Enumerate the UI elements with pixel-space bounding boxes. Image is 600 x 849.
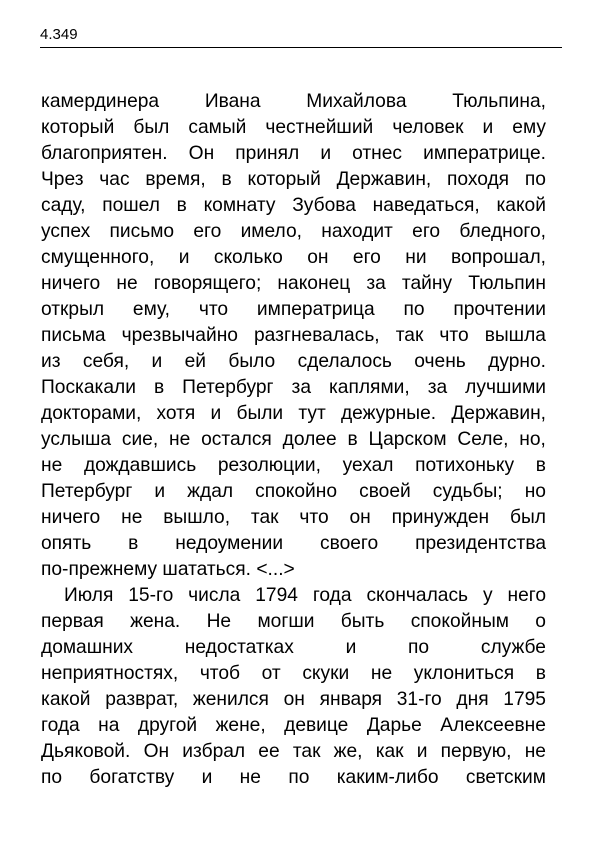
word: уклониться: [413, 663, 515, 684]
word: Петербург: [182, 377, 274, 398]
word: принужден: [391, 507, 490, 528]
text-line: [41, 531, 546, 557]
word: ничего: [41, 507, 101, 528]
word: по: [288, 767, 310, 788]
word: говорящего;: [153, 273, 262, 294]
word: недостатках: [184, 637, 294, 658]
word: были: [236, 403, 284, 424]
word: так: [250, 507, 279, 528]
word: 31-го: [396, 689, 442, 710]
word: Тюльпина,: [452, 91, 546, 112]
word: в: [128, 533, 139, 554]
word: ничего: [41, 273, 101, 294]
word: он: [307, 247, 329, 268]
word: Алексеевне: [440, 715, 546, 736]
word: был: [509, 507, 546, 528]
text-line: [41, 505, 546, 531]
word: Державин,: [451, 403, 546, 424]
word: не: [41, 455, 63, 476]
word: ни: [405, 247, 427, 268]
word: Дьяковой.: [41, 741, 131, 762]
word: не: [239, 767, 261, 788]
word: ждал: [187, 481, 234, 502]
word: своего: [320, 533, 379, 554]
word: Он: [143, 741, 170, 762]
word: 1795: [503, 689, 546, 710]
word: комнату: [203, 195, 276, 216]
word: резолюции,: [217, 455, 321, 476]
word: Царском: [368, 429, 447, 450]
text-line: [41, 297, 546, 323]
word: честнейший: [265, 117, 374, 138]
word: года: [312, 585, 352, 606]
word: ему: [512, 117, 546, 138]
word: службе: [480, 637, 546, 658]
word: спокойным: [410, 611, 509, 632]
text-line: [41, 557, 546, 583]
word: и: [345, 637, 357, 658]
word: сие,: [121, 429, 159, 450]
word: который: [247, 169, 321, 190]
word: скуки: [302, 663, 350, 684]
word: какой: [41, 689, 91, 710]
word: по: [524, 169, 546, 190]
word: о: [535, 611, 546, 632]
word: и: [416, 741, 428, 762]
word: очень: [414, 351, 466, 372]
header-rule: [40, 47, 562, 48]
word: богатству: [89, 767, 175, 788]
word: в: [153, 377, 165, 398]
word: Селе,: [457, 429, 509, 450]
word: опять: [41, 533, 92, 554]
word: тайну: [401, 273, 453, 294]
page-number: 4.349: [40, 26, 78, 43]
word: Июля: [64, 585, 114, 606]
word: смущенного,: [41, 247, 155, 268]
word: разврат,: [105, 689, 179, 710]
word: походя: [447, 169, 510, 190]
word: светским: [465, 767, 546, 788]
word: недоумении: [175, 533, 284, 554]
word: остался: [201, 429, 272, 450]
word: у: [482, 585, 493, 606]
word: него: [507, 585, 546, 606]
word: не: [524, 741, 546, 762]
word: принял: [235, 143, 300, 164]
word: саду,: [41, 195, 86, 216]
word: чтоб: [199, 663, 241, 684]
text-line: [41, 115, 546, 141]
text-line: [41, 401, 546, 427]
word: письма: [41, 325, 106, 346]
text-line: [41, 453, 546, 479]
word: его: [352, 247, 381, 268]
word: года: [41, 715, 80, 736]
word: 1794: [255, 585, 298, 606]
text-line: [41, 323, 546, 349]
word: было: [228, 351, 276, 372]
word: вопрошал,: [451, 247, 546, 268]
word: был: [133, 117, 170, 138]
word: Он: [188, 143, 215, 164]
word: Чрез: [41, 169, 84, 190]
word: и: [201, 767, 213, 788]
word: и: [178, 247, 190, 268]
text-line: [41, 219, 546, 245]
word: девице: [284, 715, 349, 736]
word: по: [403, 299, 425, 320]
word: благоприятен.: [41, 143, 168, 164]
word: императрице.: [423, 143, 546, 164]
word: 15-го: [128, 585, 174, 606]
word: который: [41, 117, 115, 138]
word: избрал: [182, 741, 246, 762]
word: неприятностях,: [41, 663, 179, 684]
word: отнес: [352, 143, 403, 164]
word: сколько: [213, 247, 283, 268]
word: что: [439, 325, 469, 346]
word: письмо: [109, 221, 175, 242]
word: открыл: [41, 299, 105, 320]
word: по: [41, 767, 63, 788]
word: могши: [257, 611, 315, 632]
word: хотя: [156, 403, 196, 424]
text-line: [41, 89, 546, 115]
word: не: [169, 429, 191, 450]
word: час: [99, 169, 130, 190]
word: дня: [456, 689, 489, 710]
word: сделалось: [297, 351, 392, 372]
word: что: [198, 299, 229, 320]
word: имело,: [240, 221, 302, 242]
text-line: [41, 765, 546, 791]
word: дежурные.: [340, 403, 437, 424]
word: шататься.: [162, 559, 251, 580]
word: Дарье: [366, 715, 422, 736]
word: быть: [340, 611, 385, 632]
word: жена.: [130, 611, 181, 632]
word: каплями,: [328, 377, 410, 398]
word: января: [319, 689, 383, 710]
text-line: [41, 609, 546, 635]
word: в: [347, 429, 358, 450]
text-line: [41, 349, 546, 375]
word: президентства: [415, 533, 546, 554]
word: так: [395, 325, 424, 346]
word: в: [535, 455, 546, 476]
word: что: [299, 507, 329, 528]
word: Поскакали: [41, 377, 136, 398]
word: и: [151, 351, 163, 372]
word: от: [261, 663, 281, 684]
text-line: [41, 635, 546, 661]
word: чрезвычайно: [121, 325, 238, 346]
word: за: [366, 273, 386, 294]
word: докторами,: [41, 403, 142, 424]
word: женился: [192, 689, 269, 710]
word: но: [524, 481, 546, 502]
word: вышло,: [163, 507, 231, 528]
word: Державин,: [336, 169, 432, 190]
word: долее: [282, 429, 337, 450]
word: и: [154, 481, 166, 502]
word: уехал: [342, 455, 394, 476]
word: первую,: [440, 741, 512, 762]
word: услыша: [41, 429, 112, 450]
word: в: [535, 663, 546, 684]
text-line: [41, 479, 546, 505]
word: тут: [298, 403, 326, 424]
word: по: [408, 637, 430, 658]
word: ее: [258, 741, 280, 762]
word: успех: [41, 221, 91, 242]
word: Зубова: [292, 195, 356, 216]
text-line: [41, 687, 546, 713]
text-line: [41, 661, 546, 687]
word: по-прежнему: [41, 559, 158, 580]
word: и: [320, 143, 332, 164]
word: Ивана: [204, 91, 261, 112]
word: потихоньку: [415, 455, 515, 476]
word: скончалась: [366, 585, 469, 606]
word: но,: [519, 429, 546, 450]
word: не: [121, 507, 143, 528]
word: пошел: [102, 195, 160, 216]
word: Петербург: [41, 481, 133, 502]
text-line: [41, 713, 546, 739]
text-line: [41, 271, 546, 297]
word: в: [176, 195, 187, 216]
word: из: [41, 351, 61, 372]
text-line: [41, 193, 546, 219]
text-line: [41, 583, 546, 609]
word: <...>: [256, 559, 295, 580]
word: жене,: [215, 715, 266, 736]
word: в: [221, 169, 232, 190]
word: его: [193, 221, 222, 242]
text-line: [41, 141, 546, 167]
word: не: [116, 273, 138, 294]
word: другой: [137, 715, 198, 736]
word: наконец: [277, 273, 351, 294]
word: ей: [184, 351, 206, 372]
word: как: [375, 741, 404, 762]
text-line: [41, 167, 546, 193]
word: лучшими: [465, 377, 546, 398]
word: человек: [392, 117, 464, 138]
word: за: [427, 377, 448, 398]
word: ему,: [132, 299, 171, 320]
word: не: [370, 663, 393, 684]
word: судьбы;: [432, 481, 503, 502]
text-line: [41, 739, 546, 765]
word: самый: [188, 117, 247, 138]
word: домашних: [41, 637, 134, 658]
word: спокойно: [255, 481, 338, 502]
word: наведаться,: [372, 195, 480, 216]
text-line: [41, 245, 546, 271]
word: он: [283, 689, 305, 710]
word: на: [98, 715, 120, 736]
word: императрица: [256, 299, 375, 320]
word: какой: [496, 195, 546, 216]
word: себя,: [82, 351, 130, 372]
word: дурно.: [488, 351, 546, 372]
word: Михайлова: [306, 91, 407, 112]
word: и: [210, 403, 222, 424]
word: бледного,: [459, 221, 546, 242]
word: вышла: [484, 325, 546, 346]
word: так: [292, 741, 321, 762]
word: за: [291, 377, 311, 398]
body-text: [41, 89, 546, 791]
text-line: [41, 375, 546, 401]
word: каким-либо: [336, 767, 439, 788]
word: числа: [188, 585, 241, 606]
word: своей: [359, 481, 411, 502]
word: время,: [145, 169, 206, 190]
word: Тюльпин: [468, 273, 546, 294]
word: первая: [41, 611, 104, 632]
word: находит: [321, 221, 393, 242]
word: дождавшись: [83, 455, 197, 476]
word: он: [349, 507, 371, 528]
word: камердинера: [41, 91, 160, 112]
word: и: [482, 117, 494, 138]
text-line: [41, 427, 546, 453]
word: Не: [206, 611, 232, 632]
word: его: [412, 221, 441, 242]
word: же,: [333, 741, 363, 762]
word: прочтении: [453, 299, 546, 320]
word: разгневалась,: [254, 325, 380, 346]
